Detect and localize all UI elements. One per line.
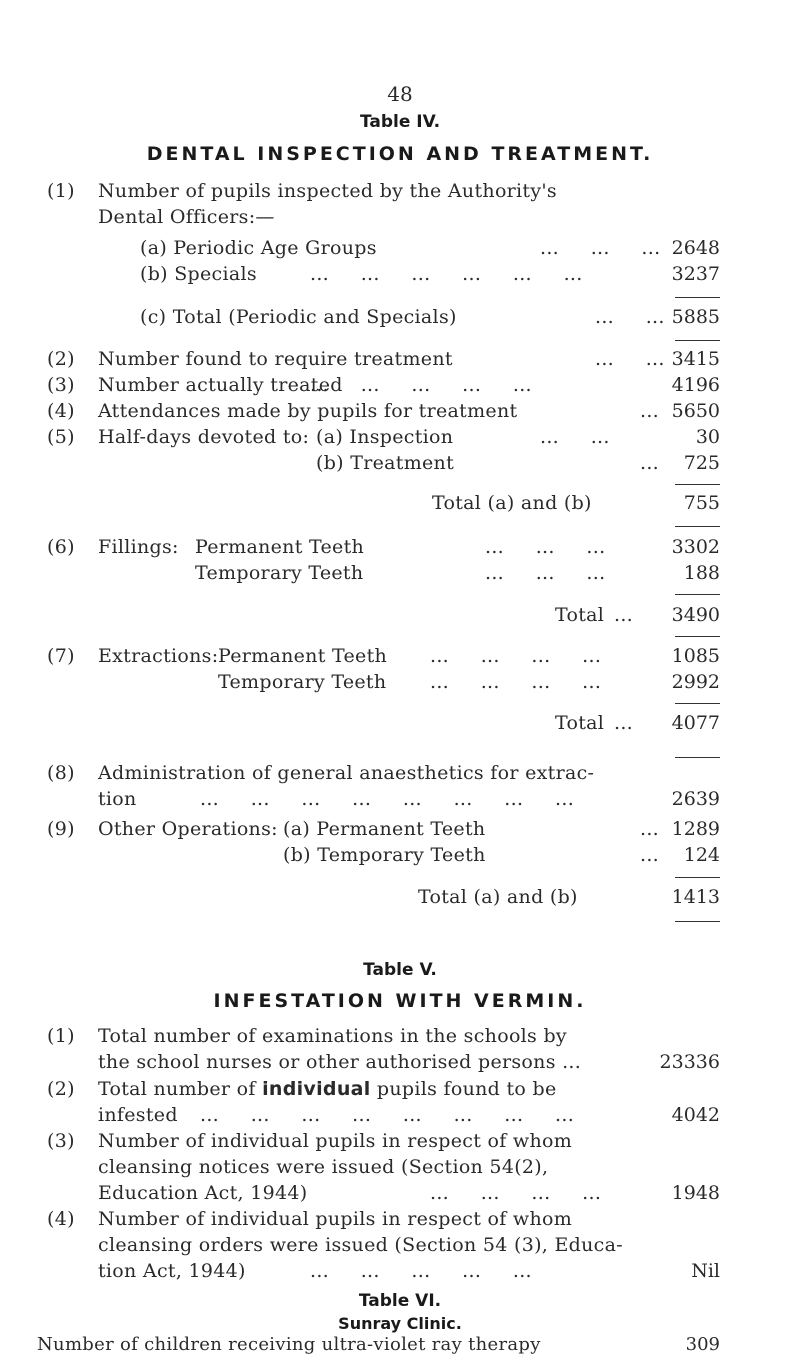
leader-dots: ... xyxy=(640,452,660,474)
periodic-age-groups-value: 2648 xyxy=(671,237,720,259)
specials-label: (b) Specials xyxy=(140,263,257,285)
cleansing-orders-label-cont: cleansing orders were issued (Section 54 (3), Educa- xyxy=(98,1234,623,1256)
sum-rule xyxy=(675,297,720,298)
leader-dots: ... ... ... ... ... ... xyxy=(310,263,583,285)
anaesthetics-label: Administration of general anaesthetics for extrac- xyxy=(98,762,595,784)
cleansing-orders-value: Nil xyxy=(691,1260,720,1282)
sum-rule xyxy=(675,484,720,485)
require-treatment-value: 3415 xyxy=(671,348,720,370)
infested-label-cont: infested xyxy=(98,1104,178,1126)
extractions-total-value: 4077 xyxy=(671,712,720,734)
fillings-total-value: 3490 xyxy=(671,604,720,626)
specials-value: 3237 xyxy=(671,263,720,285)
anaesthetics-label-cont: tion xyxy=(98,788,137,810)
table4-subtitle: DENTAL INSPECTION AND TREATMENT. xyxy=(146,143,654,165)
item-number: (1) xyxy=(47,1025,75,1047)
leader-dots: ... xyxy=(640,818,660,840)
leader-dots: ... ... xyxy=(595,348,665,370)
item-number: (3) xyxy=(47,374,75,396)
leader-dots: ... ... ... ... ... xyxy=(310,1260,532,1282)
treatment-label: (b) Treatment xyxy=(316,452,455,474)
sum-rule xyxy=(675,757,720,758)
half-days-label: Half-days devoted to: xyxy=(98,426,310,448)
item-number: (7) xyxy=(47,645,75,667)
cleansing-notices-label-cont2: Education Act, 1944) xyxy=(98,1182,308,1204)
fillings-permanent-label: Permanent Teeth xyxy=(195,536,365,558)
leader-dots: ... ... ... xyxy=(485,562,606,584)
item-number: (9) xyxy=(47,818,75,840)
table4-title: Table IV. xyxy=(359,112,441,132)
inspection-label: (a) Inspection xyxy=(316,426,454,448)
infested-value: 4042 xyxy=(671,1104,720,1126)
item-number: (8) xyxy=(47,762,75,784)
fillings-total-label: Total xyxy=(555,604,605,626)
item-number: (4) xyxy=(47,400,75,422)
item-number: (3) xyxy=(47,1130,75,1152)
total-periodic-specials-label: (c) Total (Periodic and Specials) xyxy=(140,306,457,328)
other-operations-total-label: Total (a) and (b) xyxy=(418,886,578,908)
leader-dots: ... xyxy=(640,844,660,866)
leader-dots: ... xyxy=(614,604,634,626)
leader-dots: ... xyxy=(614,712,634,734)
other-operations-permanent-value: 1289 xyxy=(671,818,720,840)
uv-therapy-label: Number of children receiving ultra-violet ray therapy xyxy=(37,1334,541,1355)
uv-therapy-value: 309 xyxy=(685,1334,720,1355)
cleansing-notices-label: Number of individual pupils in respect of whom xyxy=(98,1130,573,1152)
half-days-total-value: 755 xyxy=(683,492,720,514)
other-operations-temporary-label: (b) Temporary Teeth xyxy=(283,844,486,866)
item-number: (6) xyxy=(47,536,75,558)
cleansing-orders-label-cont2: tion Act, 1944) xyxy=(98,1260,246,1282)
item-number: (1) xyxy=(47,180,75,202)
item-label-cont: Dental Officers:— xyxy=(98,206,275,228)
treatment-value: 725 xyxy=(683,452,720,474)
inspection-value: 30 xyxy=(695,426,720,448)
leader-dots: ... ... ... xyxy=(540,237,661,259)
extractions-temporary-label: Temporary Teeth xyxy=(218,671,387,693)
table6-subtitle: Sunray Clinic. xyxy=(338,1314,462,1333)
leader-dots: ... ... ... xyxy=(485,536,606,558)
leader-dots: ... ... xyxy=(540,426,610,448)
item-number: (5) xyxy=(47,426,75,448)
leader-dots: ... ... xyxy=(595,306,665,328)
anaesthetics-value: 2639 xyxy=(671,788,720,810)
individual-emphasis: individual xyxy=(262,1078,371,1100)
infested-label-pre: Total number of xyxy=(98,1078,256,1100)
item-label: Number of pupils inspected by the Authority's xyxy=(98,180,557,202)
leader-dots: ... ... ... ... xyxy=(430,645,602,667)
other-operations-total-value: 1413 xyxy=(671,886,720,908)
cleansing-orders-label: Number of individual pupils in respect of whom xyxy=(98,1208,573,1230)
cleansing-notices-value: 1948 xyxy=(671,1182,720,1204)
leader-dots: ... ... ... ... xyxy=(430,1182,602,1204)
leader-dots: ... ... ... ... ... ... ... ... xyxy=(200,1104,575,1126)
extractions-permanent-value: 1085 xyxy=(671,645,720,667)
extractions-permanent-label: Permanent Teeth xyxy=(218,645,388,667)
examinations-label-cont: the school nurses or other authorised persons ... xyxy=(98,1051,582,1073)
sum-rule xyxy=(675,526,720,527)
item-number: (2) xyxy=(47,348,75,370)
periodic-age-groups-label: (a) Periodic Age Groups xyxy=(140,237,377,259)
other-operations-permanent-label: (a) Permanent Teeth xyxy=(283,818,486,840)
actually-treated-label: Number actually treated xyxy=(98,374,343,396)
attendances-value: 5650 xyxy=(671,400,720,422)
page-number: 48 xyxy=(387,82,413,106)
other-operations-label: Other Operations: xyxy=(98,818,278,840)
leader-dots: ... xyxy=(640,400,660,422)
fillings-label: Fillings: xyxy=(98,536,179,558)
leader-dots: ... ... ... ... ... ... ... ... xyxy=(200,788,575,810)
actually-treated-value: 4196 xyxy=(671,374,720,396)
table5-subtitle: INFESTATION WITH VERMIN. xyxy=(213,990,587,1012)
extractions-label: Extractions: xyxy=(98,645,219,667)
leader-dots: ... ... ... ... ... xyxy=(310,374,532,396)
attendances-label: Attendances made by pupils for treatment xyxy=(98,400,518,422)
fillings-permanent-value: 3302 xyxy=(671,536,720,558)
total-periodic-specials-value: 5885 xyxy=(671,306,720,328)
cleansing-notices-label-cont: cleansing notices were issued (Section 54(2), xyxy=(98,1156,549,1178)
table6-title: Table VI. xyxy=(358,1291,442,1311)
require-treatment-label: Number found to require treatment xyxy=(98,348,453,370)
item-number: (4) xyxy=(47,1208,75,1230)
sum-rule xyxy=(675,340,720,341)
half-days-total-label: Total (a) and (b) xyxy=(432,492,592,514)
extractions-total-label: Total xyxy=(555,712,605,734)
sum-rule xyxy=(675,921,720,922)
sum-rule xyxy=(675,877,720,878)
examinations-value: 23336 xyxy=(659,1051,720,1073)
extractions-temporary-value: 2992 xyxy=(671,671,720,693)
sum-rule xyxy=(675,703,720,704)
examinations-label: Total number of examinations in the schools by xyxy=(98,1025,567,1047)
fillings-temporary-label: Temporary Teeth xyxy=(195,562,364,584)
table5-title: Table V. xyxy=(363,960,437,980)
other-operations-temporary-value: 124 xyxy=(683,844,720,866)
sum-rule xyxy=(675,594,720,595)
leader-dots: ... ... ... ... xyxy=(430,671,602,693)
fillings-temporary-value: 188 xyxy=(683,562,720,584)
infested-label-post: pupils found to be xyxy=(376,1078,557,1100)
sum-rule xyxy=(675,636,720,637)
infested-label xyxy=(98,1078,557,1100)
item-number: (2) xyxy=(47,1078,75,1100)
